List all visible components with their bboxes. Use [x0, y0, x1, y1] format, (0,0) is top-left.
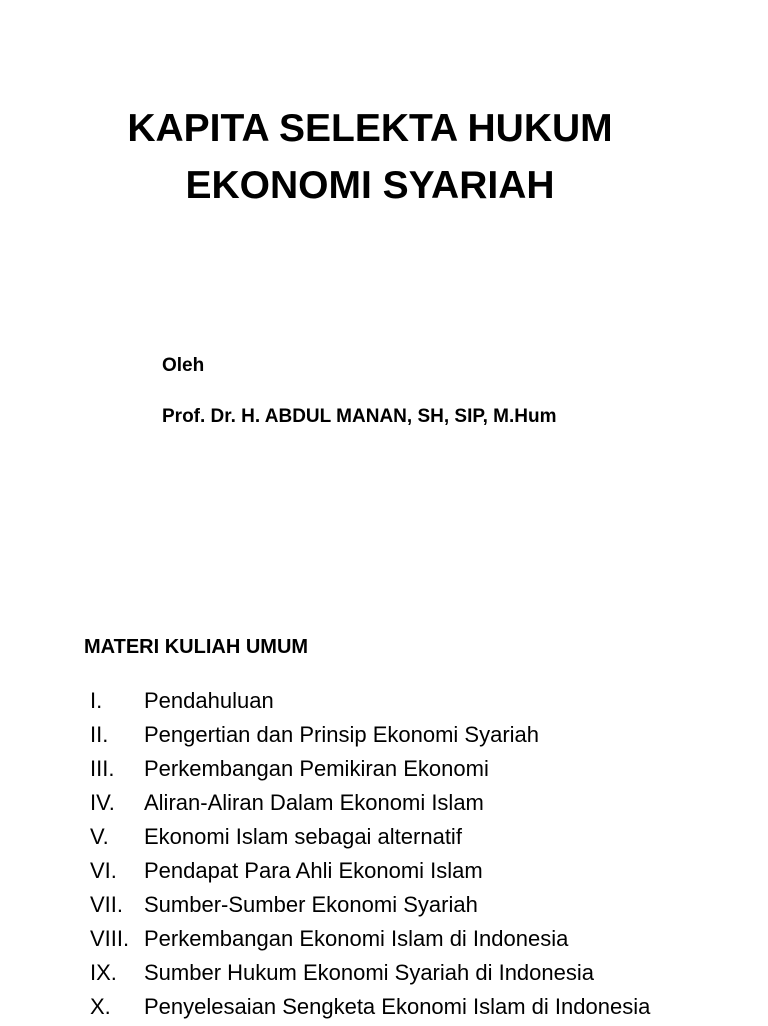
toc-item — [90, 992, 650, 1026]
toc-item-number: V. — [90, 824, 109, 849]
toc-item-number: IV. — [90, 790, 115, 815]
table-of-contents — [90, 686, 650, 1026]
section-heading: MATERI KULIAH UMUM — [84, 636, 309, 658]
toc-item-text: Sumber Hukum Ekonomi Syariah di Indonesia — [144, 960, 595, 985]
toc-item — [90, 856, 650, 890]
toc-item-number: VIII. — [90, 926, 130, 951]
document-title-line-1: KAPITA SELEKTA HUKUM — [127, 107, 613, 150]
toc-item-text: Sumber-Sumber Ekonomi Syariah — [144, 892, 478, 917]
toc-item-text: Aliran-Aliran Dalam Ekonomi Islam — [144, 790, 484, 815]
toc-item-text: Pendapat Para Ahli Ekonomi Islam — [144, 858, 483, 883]
toc-item — [90, 686, 650, 720]
toc-item — [90, 924, 650, 958]
toc-item-text: Perkembangan Ekonomi Islam di Indonesia — [144, 926, 569, 951]
author-name: Prof. Dr. H. ABDUL MANAN, SH, SIP, M.Hum — [162, 406, 557, 427]
toc-item-number: VI. — [90, 858, 117, 883]
toc-item-number: IX. — [90, 960, 117, 985]
toc-item — [90, 720, 650, 754]
toc-item-text: Penyelesaian Sengketa Ekonomi Islam di Indonesia — [144, 994, 651, 1019]
document-title-line-2: EKONOMI SYARIAH — [185, 164, 555, 207]
toc-item — [90, 890, 650, 924]
toc-item — [90, 822, 650, 856]
toc-item — [90, 958, 650, 992]
toc-item-number: III. — [90, 756, 115, 781]
toc-item — [90, 754, 650, 788]
toc-item-number: II. — [90, 722, 109, 747]
toc-item — [90, 788, 650, 822]
toc-item-number: VII. — [90, 892, 124, 917]
document-title — [0, 100, 740, 214]
byline-label: Oleh — [162, 355, 205, 376]
toc-item-text: Ekonomi Islam sebagai alternatif — [144, 824, 462, 849]
toc-item-number: I. — [90, 688, 103, 713]
toc-item-text: Pendahuluan — [144, 688, 274, 713]
toc-item-text: Pengertian dan Prinsip Ekonomi Syariah — [144, 722, 540, 747]
toc-item-number: X. — [90, 994, 111, 1019]
toc-item-text: Perkembangan Pemikiran Ekonomi — [144, 756, 489, 781]
